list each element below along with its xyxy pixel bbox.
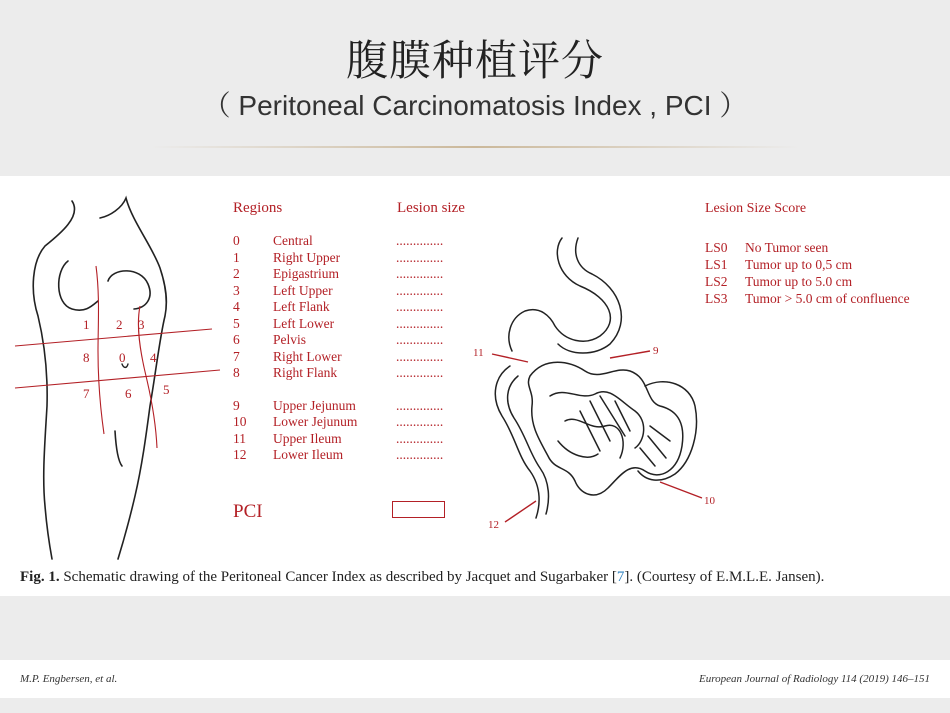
small-bowel-outer [495,366,539,518]
lesion-size-header: Lesion size [397,200,465,216]
region-row [233,332,453,349]
regions-header: Regions [233,200,283,216]
region-row [233,365,453,382]
region-row [233,447,453,464]
region-row [233,266,453,283]
ls-row [705,273,910,290]
region-num: 12 [233,447,247,462]
region-name: Upper Ileum [273,430,342,446]
region-name: Pelvis [273,332,307,347]
ls-code: LS3 [705,291,728,306]
region-num: 7 [233,348,240,364]
ls-text: Tumor up to 5.0 cm [745,274,853,289]
region-name: Right Lower [273,348,342,364]
region-name: Right Flank [273,365,338,380]
pci-figure [0,176,950,596]
ls-code: LS2 [705,274,728,289]
ls-text: No Tumor seen [745,240,829,255]
region-num: 10 [233,414,247,429]
region-name: Lower Ileum [273,447,344,462]
bowel-inner-3 [558,441,598,457]
lesion-size-blank: .............. [396,249,444,265]
region-row [233,349,453,366]
caption-text-end: ]. (Courtesy of E.M.L.E. Jansen). [624,569,825,585]
ls-text: Tumor up to 0,5 cm [745,257,853,272]
body-region-numbers [83,317,170,401]
right-breast [108,271,150,309]
lesion-size-blank: .............. [396,266,444,281]
regions-list [233,233,453,464]
pointer-9 [610,351,650,358]
region-num: 2 [233,266,240,281]
region-row [233,431,453,448]
region-name: Central [273,233,313,248]
lesion-size-blank: .............. [396,282,444,298]
lesion-size-blank: .............. [396,397,444,413]
region-name: Left Flank [273,299,330,314]
region-num: 3 [233,282,240,298]
region-number: 0 [119,350,126,365]
region-num: 8 [233,365,240,380]
region-name: Left Lower [273,315,335,331]
region-name: Lower Jejunum [273,414,358,429]
bowel-inner-1 [550,392,644,448]
ls-row [705,290,910,307]
figure-caption [20,569,824,586]
region-num: 0 [233,233,240,248]
lesion-size-blank: .............. [396,414,444,429]
intestine-label: 10 [704,495,715,507]
pci-score-box [392,501,445,518]
region-number: 4 [150,350,157,365]
stomach [509,238,611,351]
region-number: 6 [125,386,132,401]
slide-title-en: （ Peritoneal Carcinomatosis Index , PCI ） [202,90,748,121]
pointer-11 [492,354,528,362]
lesion-size-blank: .............. [396,447,444,462]
region-name: Left Upper [273,282,333,298]
region-row [233,250,453,267]
region-num: 1 [233,249,240,265]
lesion-size-blank: .............. [396,348,444,364]
region-num: 5 [233,315,240,331]
pointer-12 [505,501,536,522]
page-footer [0,660,950,698]
lesion-size-blank: .............. [396,315,444,331]
region-num: 4 [233,299,240,314]
pointer-10 [660,482,702,498]
lesion-score-list [705,239,910,307]
ls-row [705,256,910,273]
caption-reference-link[interactable]: 7 [616,569,625,585]
left-vertical-line [96,266,104,434]
region-row [233,283,453,300]
mesentery-2 [640,426,670,466]
region-row [233,316,453,333]
intestine-label: 11 [473,347,484,359]
pci-label: PCI [233,501,263,522]
region-name: Right Upper [273,249,341,265]
intestine-diagram [470,226,730,536]
left-breast [59,261,98,310]
body-outline-left [33,201,74,559]
slide-title-cn: 腹膜种植评分 [345,36,604,85]
footer-journal: European Journal of Radiology 114 (2019) 146–151 [699,673,930,685]
region-number: 2 [116,317,123,332]
lesion-size-blank: .............. [396,332,444,347]
body-outline-right [100,198,166,559]
lesion-size-blank: .............. [396,430,444,446]
region-row [233,233,453,250]
region-row [233,414,453,431]
region-num: 11 [233,430,246,446]
lesion-size-blank: .............. [396,299,444,314]
ls-row [705,239,910,256]
intestine-label: 12 [488,519,499,531]
region-num: 6 [233,332,240,347]
upper-horizontal-line [15,329,212,346]
ls-code: LS0 [705,240,728,255]
region-number: 5 [163,382,170,397]
footer-authors: M.P. Engbersen, et al. [20,673,118,685]
caption-label: Fig. 1. [20,569,60,585]
thigh-gap [115,431,122,466]
region-name: Epigastrium [273,266,339,281]
ls-code: LS1 [705,257,728,272]
title-divider [150,146,800,148]
region-number: 8 [83,350,90,365]
ls-text: Tumor > 5.0 cm of confluence [745,291,910,306]
intestine-label: 9 [653,345,659,357]
region-row [233,398,453,415]
right-colon [638,382,696,480]
lesion-size-blank: .............. [396,233,444,248]
body-diagram [0,176,230,561]
region-number: 1 [83,317,90,332]
region-row [233,299,453,316]
region-number: 3 [138,317,145,332]
caption-text: Schematic drawing of the Peritoneal Cancer Index as described by Jacquet and Sugarbaker [ [59,569,617,585]
region-name: Upper Jejunum [273,397,356,413]
region-number: 7 [83,386,90,401]
lesion-size-blank: .............. [396,365,444,380]
region-num: 9 [233,397,240,413]
stomach-inner [558,238,621,353]
lesion-score-header: Lesion Size Score [705,201,807,216]
